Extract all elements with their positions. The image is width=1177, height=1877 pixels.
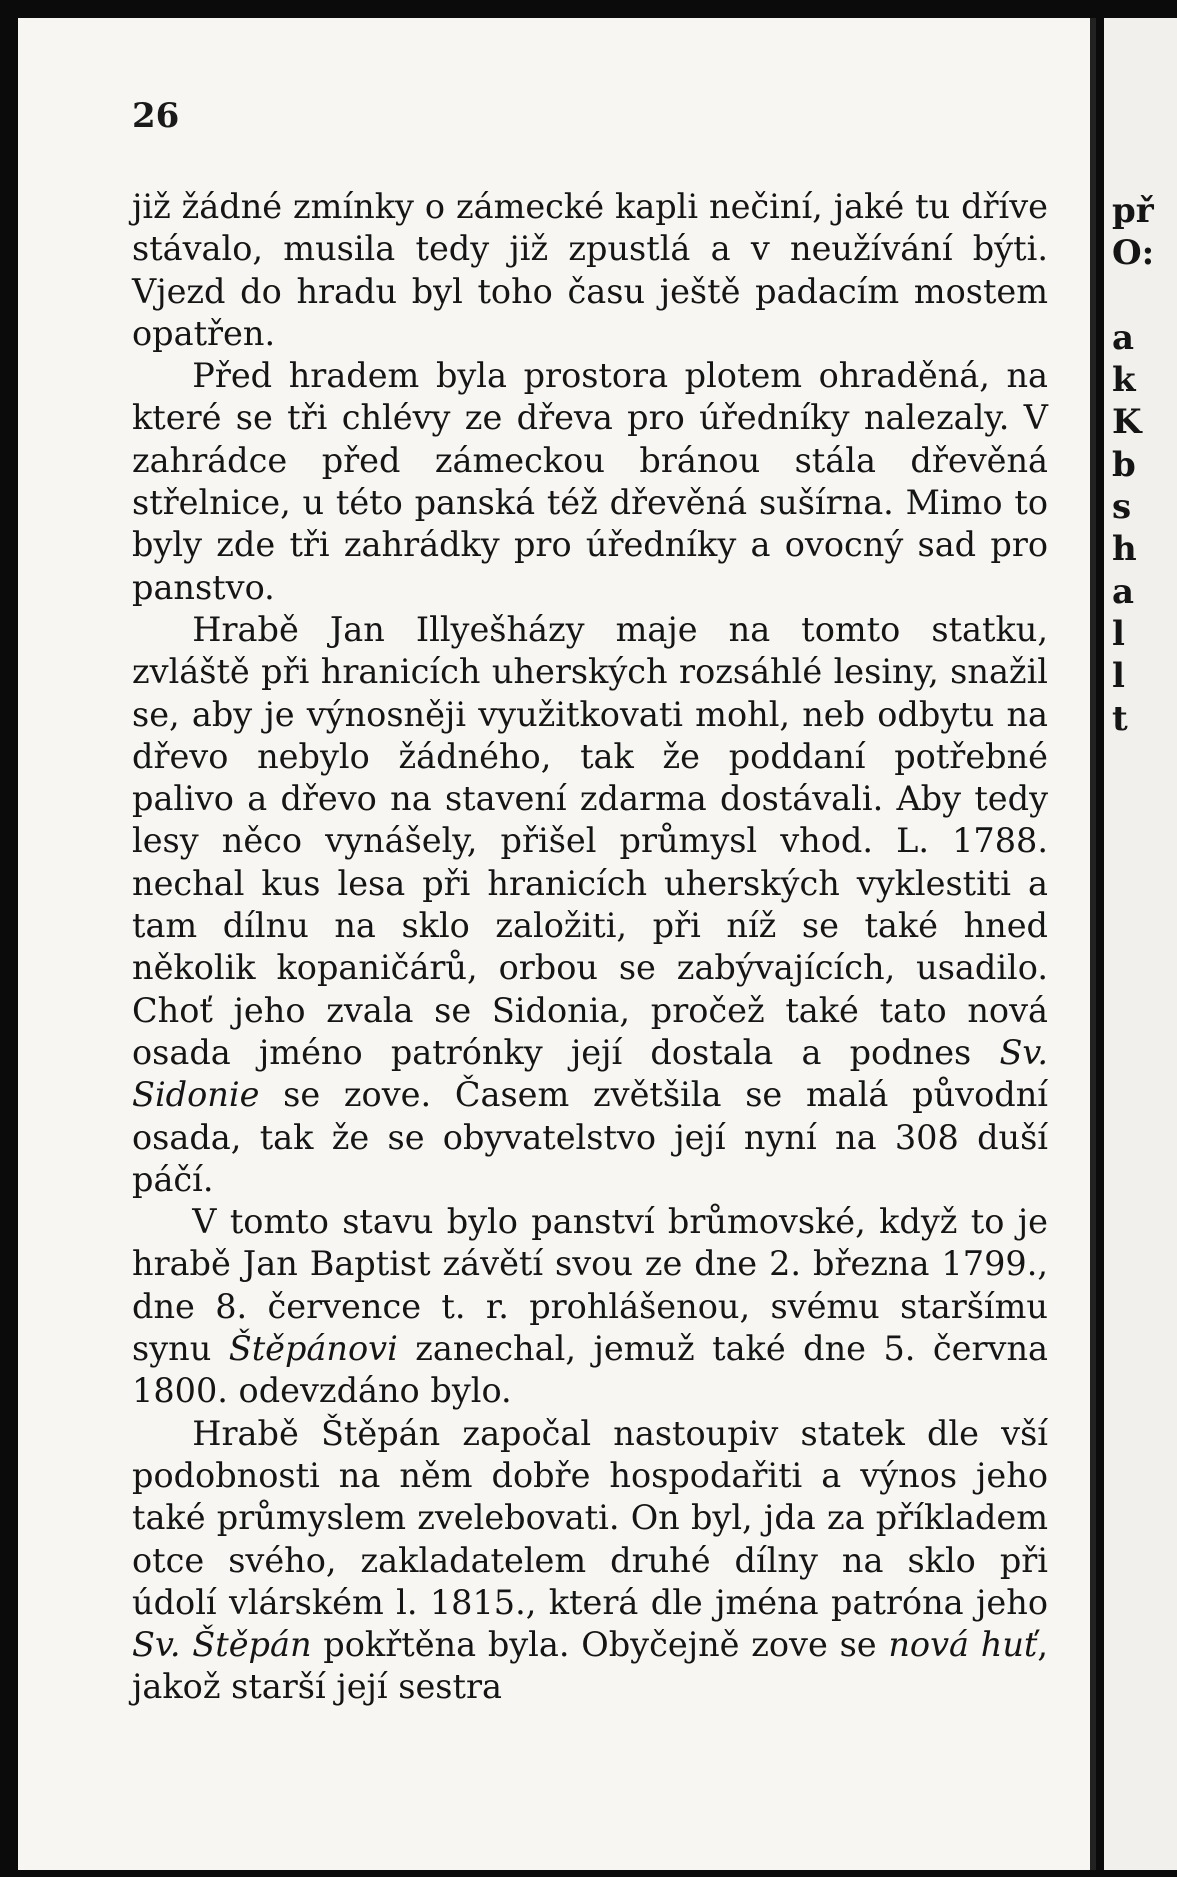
fragment-line: př xyxy=(1112,191,1154,231)
fragment-line: s xyxy=(1112,487,1132,528)
paragraph-text: již žádné zmínky o zámecké kapli nečiní, jaké tu dříve stávalo, musila tedy již zpustlá a v neužívání býti. Vjezd do hradu byl toho času ještě padacím mostem opatřen. xyxy=(132,187,1048,353)
page-body-text xyxy=(132,186,1048,1709)
paragraph xyxy=(132,186,1048,355)
italic-text: Štěpánovi xyxy=(228,1329,398,1369)
italic-text: Sv. Štěpán xyxy=(132,1625,312,1665)
fragment-line: a xyxy=(1112,571,1135,612)
fragment-line: O: xyxy=(1112,233,1155,274)
fragment-line: k xyxy=(1112,360,1136,401)
fragment-line: t xyxy=(1112,698,1128,739)
adjacent-page-fragments xyxy=(1112,190,1172,740)
fragment-line: h xyxy=(1112,529,1137,570)
fragment-line: l xyxy=(1112,613,1125,654)
paragraph-text: pokřtěna byla. Obyčejně zove se xyxy=(311,1625,889,1665)
fragment-line: l xyxy=(1112,656,1125,697)
paragraph-text: Hrabě Jan Illyešházy maje na tomto statku, zvláště při hranicích uherských rozsáhlé lesiny, snažil se, aby je výnosněji využitkovati mohl, neb odbytu na dřevo nebylo žádného, tak že poddaní potřebné palivo a dřevo na stavení zdarma dostávali. Aby tedy lesy něco vynášely, přišel průmysl vhod. L. 1788. nechal kus lesa při hranicích uherských vyklestiti a tam dílnu na sklo založiti, při níž se také hned několik kopaničárů, orbou se zabývajících, usadilo. Choť jeho zvala se Sidonia, pročež také tato nová osada jméno patrónky její dostala a podnes xyxy=(132,609,1048,1072)
paragraph-text: V tomto stavu bylo panství brůmovské, když to je hrabě Jan Baptist závětí svou ze dne 2. března 1799., dne 8. července t. r. prohlášenou, svému staršímu synu xyxy=(132,1202,1048,1369)
paragraph xyxy=(132,609,1048,1201)
paragraph xyxy=(132,355,1048,609)
fragment-line: K xyxy=(1112,402,1142,443)
fragment-line: b xyxy=(1112,444,1136,485)
fragment-line xyxy=(1112,275,1172,317)
paragraph xyxy=(132,1413,1048,1709)
paragraph-text: se zove. Časem zvětšila se malá původní osada, tak že se obyvatelstvo její nyní na 308 duší páčí. xyxy=(132,1075,1048,1199)
italic-text: nová huť xyxy=(888,1625,1038,1665)
fragment-line: a xyxy=(1112,317,1135,358)
paragraph-text: Hrabě Štěpán započal nastoupiv statek dle vší podobnosti na něm dobře hospodařiti a výnos jeho také průmyslem zvelebovati. On byl, jda za příkladem otce svého, zakladatelem druhé dílny na sklo při údolí vlárském l. 1815., která dle jména patróna jeho xyxy=(132,1413,1048,1622)
page-number: 26 xyxy=(132,96,180,136)
paragraph-text: Před hradem byla prostora plotem ohraděná, na které se tři chlévy ze dřeva pro úředníky nalezaly. V zahrádce před zámeckou bránou stála dřevěná střelnice, u této panská též dřevěná sušírna. Mimo to byly zde tři zahrádky pro úředníky a ovocný sad pro panstvo. xyxy=(132,356,1048,607)
italic-text: Sv. Sidonie xyxy=(132,1032,1048,1115)
paragraph xyxy=(132,1201,1048,1412)
paragraph-text: , jakož starší její sestra xyxy=(132,1625,1049,1707)
paragraph-text: zanechal, jemuž také dne 5. června 1800. odevzdáno bylo. xyxy=(132,1329,1048,1411)
